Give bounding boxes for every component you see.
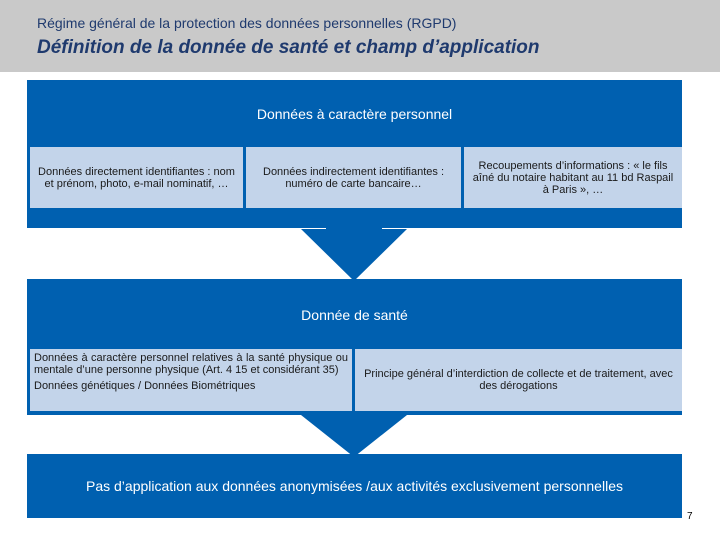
indirect-identifiers-box: Données indirectement identifiantes : numéro de carte bancaire… (246, 147, 461, 208)
health-definition-extra: Données génétiques / Données Biométriques (34, 380, 256, 392)
health-data-label: Donnée de santé (301, 307, 408, 323)
page-number: 7 (687, 511, 693, 522)
exclusion-label: Pas d’application aux données anonymisées /aux activités exclusivement personnelles (86, 478, 623, 494)
health-principle-box: Principe général d’interdiction de collecte et de traitement, avec des dérogations (355, 349, 682, 411)
down-arrow-icon (301, 227, 407, 281)
direct-identifiers-box: Données directement identifiantes : nom et prénom, photo, e-mail nominatif, … (30, 147, 243, 208)
down-arrow-icon (301, 413, 407, 457)
slide-subtitle: Régime général de la protection des données personnelles (RGPD) (37, 15, 457, 31)
personal-data-label: Données à caractère personnel (256, 106, 453, 122)
health-definition-box (30, 349, 352, 411)
exclusion-band (27, 454, 682, 518)
slide-title: Définition de la donnée de santé et champ d’application (37, 37, 540, 58)
health-definition-text: Données à caractère personnel relatives à la santé physique ou mentale d’une personne physique (Art. 4 15 et considérant 35) (34, 352, 348, 376)
cross-referencing-box: Recoupements d’informations : « le fils aîné du notaire habitant au 11 bd Raspail à Paris », … (464, 147, 682, 208)
slide-header (0, 0, 720, 72)
